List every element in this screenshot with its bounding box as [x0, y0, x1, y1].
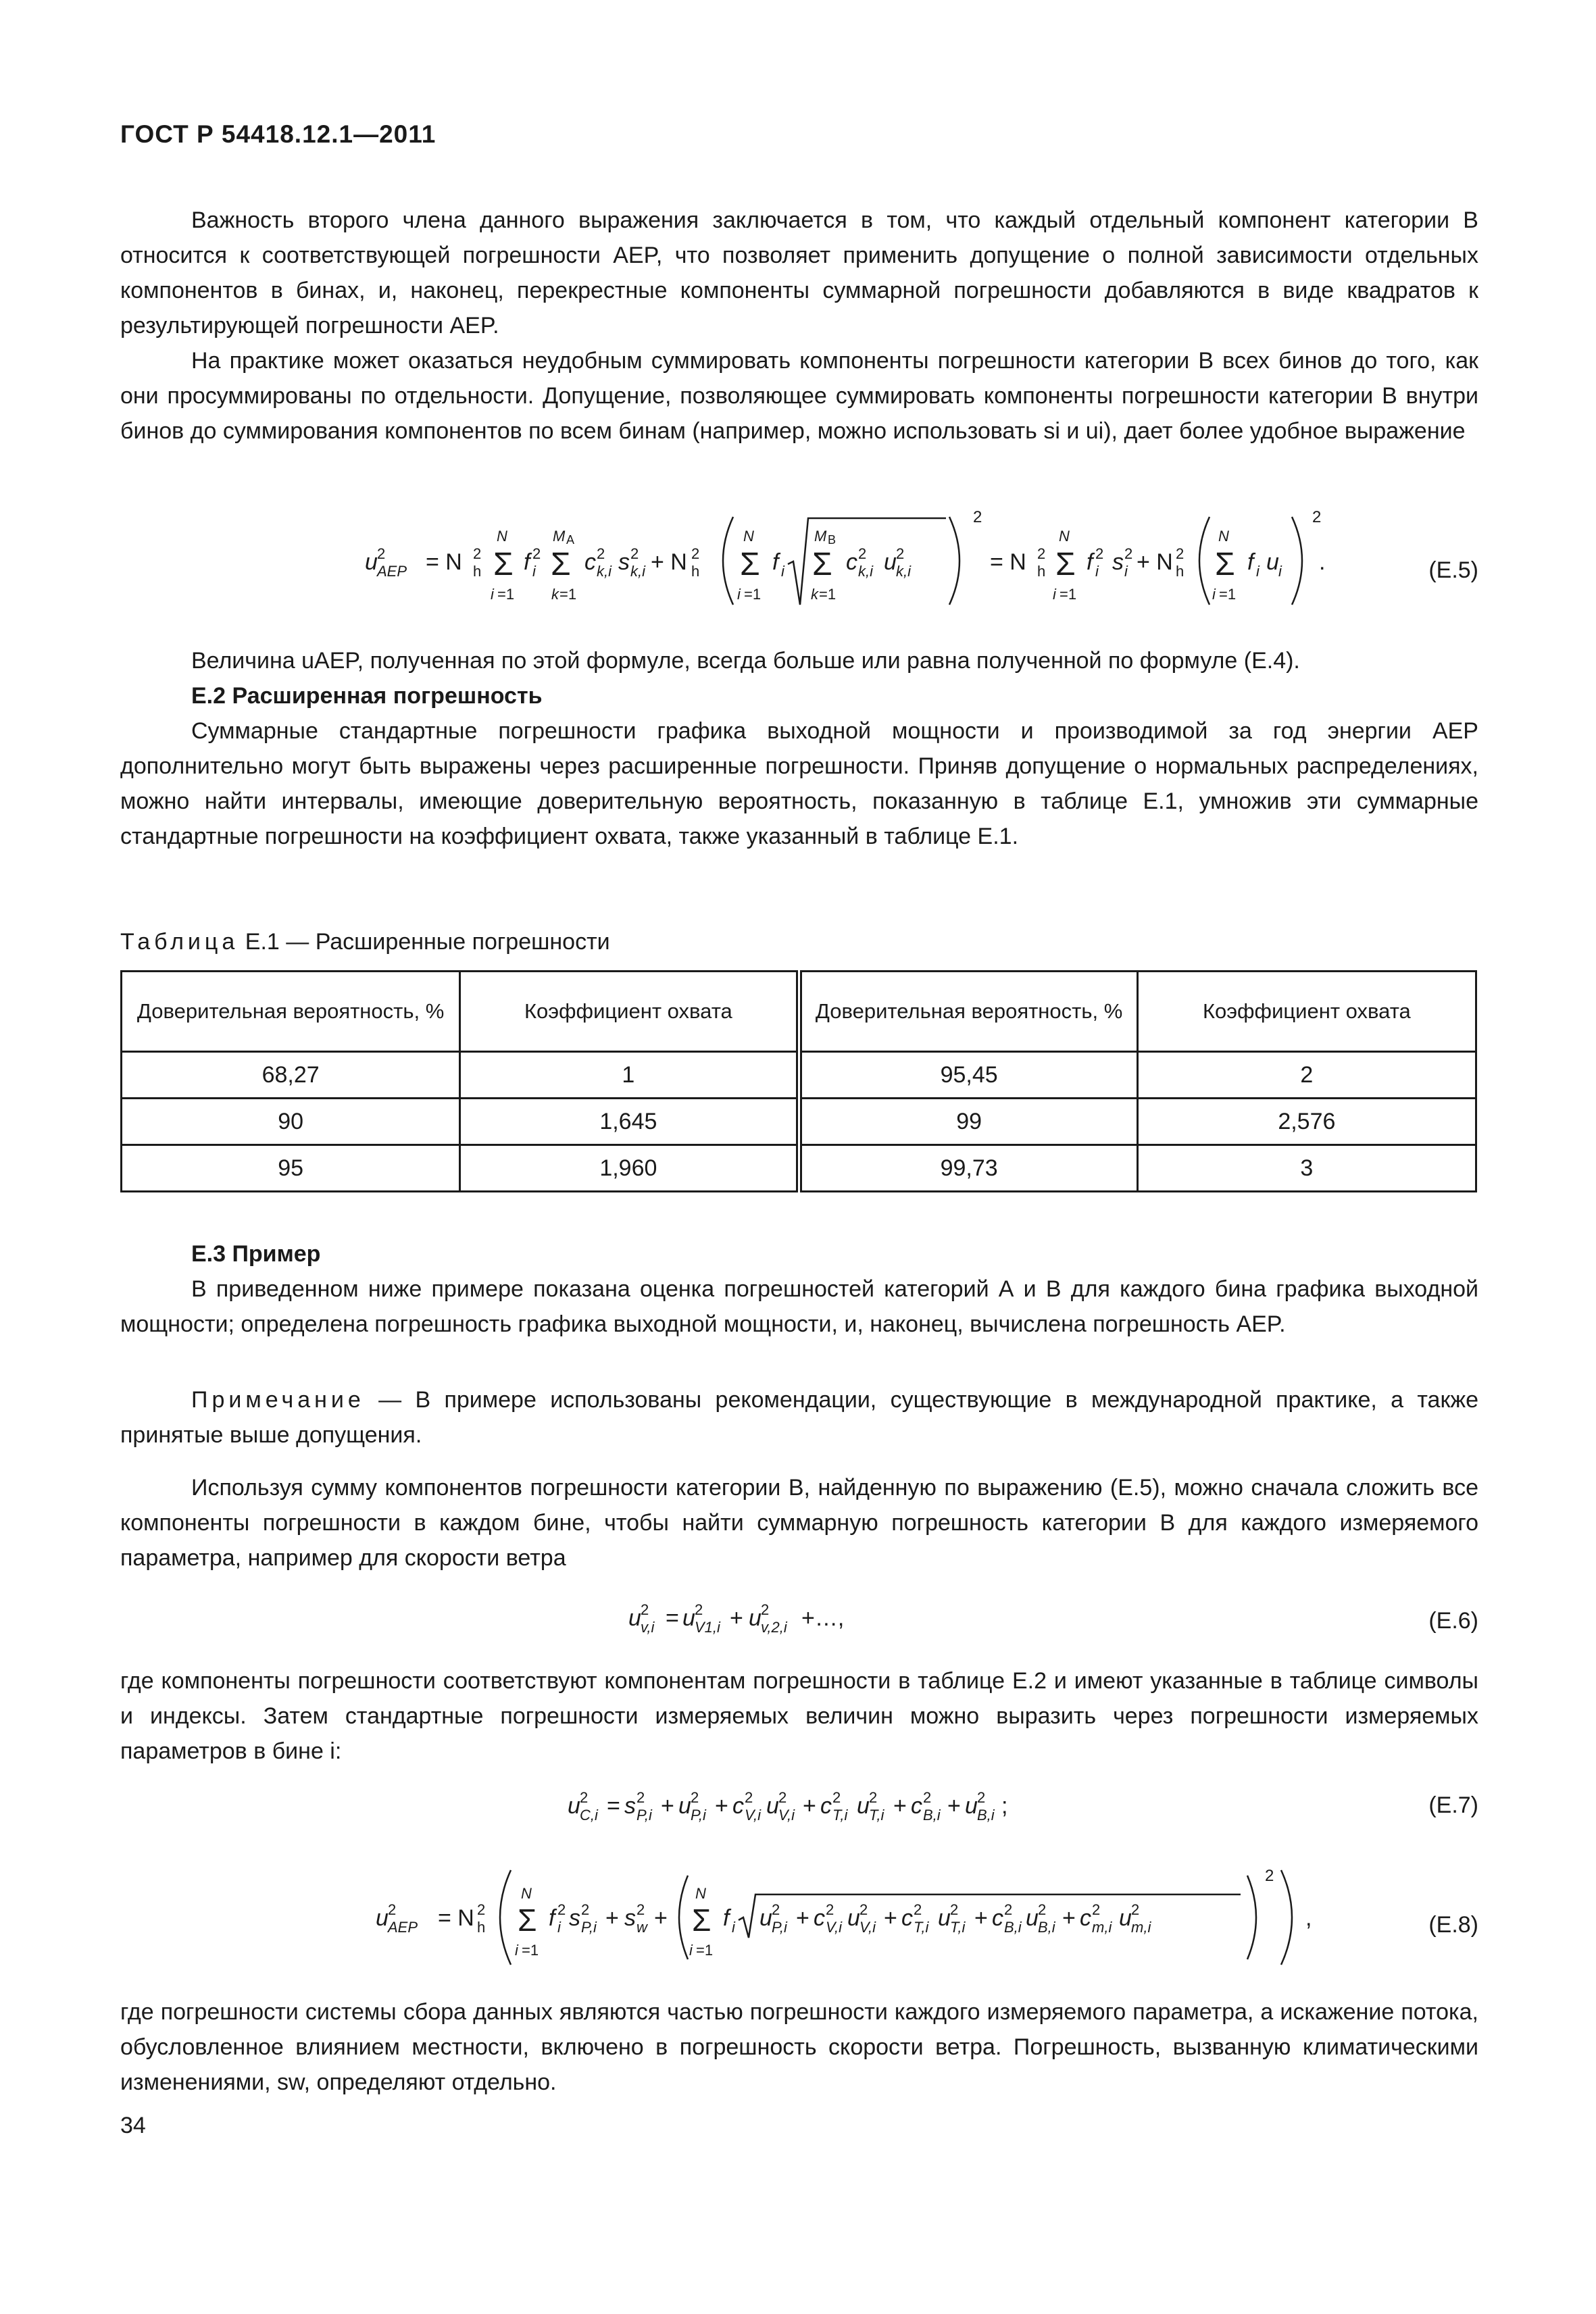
svg-text:+ N: + N: [651, 549, 687, 575]
svg-text:+ N: + N: [1137, 549, 1173, 575]
svg-text:k: k: [811, 586, 818, 603]
svg-text:=1: =1: [744, 586, 762, 603]
svg-text:2: 2: [637, 1901, 645, 1918]
paragraph-6: Используя сумму компонентов погрешности категории В, найденную по выражению (E.5), можно сначала сложить все компоненты погрешности в каждом бине, чтобы найти суммарную погрешность категории В для каждого измеряемого параметра, например для скорости ветра: [120, 1475, 1478, 1571]
svg-text:f: f: [524, 549, 530, 575]
svg-text:+: +: [884, 1905, 897, 1931]
svg-text:Σ: Σ: [1055, 547, 1076, 582]
svg-text:2: 2: [695, 1601, 703, 1618]
svg-text:2: 2: [914, 1901, 922, 1918]
svg-text:s: s: [569, 1905, 580, 1931]
svg-text:Σ: Σ: [1215, 547, 1235, 582]
svg-text:c: c: [820, 1793, 832, 1819]
svg-text:c: c: [901, 1905, 913, 1931]
svg-text:P,i: P,i: [691, 1807, 706, 1823]
svg-text:T,i: T,i: [869, 1807, 884, 1823]
svg-text:2: 2: [691, 545, 700, 562]
svg-text:u: u: [678, 1793, 691, 1819]
svg-text:u: u: [938, 1905, 951, 1931]
svg-text:u: u: [884, 549, 897, 575]
svg-text:V,i: V,i: [826, 1919, 843, 1936]
table-cell: 3: [1137, 1145, 1476, 1192]
paragraph-1: Важность второго члена данного выражения заключается в том, что каждый отдельный компонент категории В относится к соответствующей погрешности AEP, что позволяет применить допущение о полной зависимости отдельных компонентов в бинах, и, наконец, перекрестные компоненты суммарной погрешности добавляются в виде квадратов к результирующей погрешности AEP.: [120, 207, 1478, 338]
svg-text:+: +: [654, 1905, 668, 1931]
svg-text:=1: =1: [819, 586, 837, 603]
svg-text:i: i: [1095, 563, 1099, 580]
svg-text:u: u: [759, 1905, 772, 1931]
section-e3-title: E.3 Пример: [191, 1241, 321, 1267]
svg-text:.: .: [1319, 549, 1326, 575]
svg-text:+: +: [947, 1793, 961, 1819]
svg-text:B,i: B,i: [977, 1807, 995, 1823]
equation-e5: [365, 503, 1324, 624]
svg-text:2: 2: [772, 1901, 780, 1918]
svg-text:2: 2: [923, 1789, 932, 1806]
svg-text:+: +: [796, 1905, 809, 1931]
svg-text:2: 2: [1131, 1901, 1140, 1918]
svg-text:P,i: P,i: [772, 1919, 787, 1936]
paragraph-5: В приведенном ниже примере показана оценка погрешностей категорий А и В для каждого бина графика выходной мощности; определена погрешность графика выходной мощности, и, наконец, вычислена погрешность AEP.: [120, 1276, 1478, 1337]
svg-text:P,i: P,i: [637, 1807, 652, 1823]
svg-text:2: 2: [691, 1789, 699, 1806]
svg-text:+: +: [715, 1793, 728, 1819]
svg-text:V1,i: V1,i: [695, 1619, 720, 1636]
svg-text:=1: =1: [1059, 586, 1077, 603]
svg-text:Σ: Σ: [740, 547, 760, 582]
equation-e7-number: (E.7): [1428, 1792, 1478, 1818]
svg-text:s: s: [624, 1793, 636, 1819]
expanded-uncertainty-table: [120, 970, 1477, 1192]
header-confidence-2: Доверительная вероятность, %: [799, 972, 1137, 1052]
svg-text:N: N: [521, 1885, 532, 1902]
header-confidence-1: Доверительная вероятность, %: [122, 972, 460, 1052]
svg-text:2: 2: [477, 1901, 486, 1918]
svg-text:c: c: [992, 1905, 1003, 1931]
svg-text:+: +: [803, 1793, 816, 1819]
svg-text:m,i: m,i: [1131, 1919, 1151, 1936]
svg-text:k,i: k,i: [597, 563, 612, 580]
svg-text:h: h: [691, 563, 700, 580]
svg-text:= N: = N: [438, 1905, 474, 1931]
svg-text:f: f: [1087, 549, 1093, 575]
svg-text:f: f: [723, 1905, 730, 1931]
svg-text:2: 2: [1176, 545, 1184, 562]
equation-e5-number: (E.5): [1428, 557, 1478, 583]
header-coverage-1: Коэффициент охвата: [460, 972, 799, 1052]
paragraph-2: На практике может оказаться неудобным суммировать компоненты погрешности категории В всех бинов до того, как они просуммированы по отдельности. Допущение, позволяющее суммировать компоненты погрешности категории В внутри бинов до суммирования компонентов по всем бинам (например, можно использовать si и ui), дает более удобное выражение: [120, 348, 1478, 444]
svg-text:2: 2: [597, 545, 605, 562]
svg-text:Σ: Σ: [812, 547, 832, 582]
table-row: [122, 1145, 1476, 1192]
svg-text:+: +: [730, 1605, 743, 1631]
svg-text:u: u: [766, 1793, 779, 1819]
svg-text:T,i: T,i: [914, 1919, 929, 1936]
note-text: — В примере использованы рекомендации, существующие в международной практике, а также принятые выше допущения.: [120, 1387, 1478, 1448]
svg-text:V,i: V,i: [745, 1807, 762, 1823]
svg-text:+: +: [605, 1905, 619, 1931]
svg-text:u: u: [847, 1905, 860, 1931]
svg-text:c: c: [732, 1793, 744, 1819]
svg-text:2: 2: [388, 1901, 397, 1918]
svg-text:N: N: [1059, 528, 1070, 545]
svg-text:h: h: [477, 1919, 486, 1936]
svg-text:2: 2: [778, 1789, 787, 1806]
table-cell: 1: [460, 1052, 799, 1099]
svg-text:2: 2: [1312, 508, 1322, 526]
svg-text:2: 2: [973, 508, 982, 526]
paragraph-4: Суммарные стандартные погрешности графика выходной мощности и производимой за год энергии AEP дополнительно могут быть выражены через расширенные погрешности. Приняв допущение о нормальных распределениях, можно найти интервалы, имеющие доверительную вероятность, показанную в таблице E.1, умножив эти суммарные стандартные погрешности на коэффициент охвата, также указанный в таблице E.1.: [120, 718, 1478, 849]
table-cell: 68,27: [122, 1052, 460, 1099]
svg-text:B: B: [828, 533, 837, 547]
svg-text:u: u: [749, 1605, 762, 1631]
svg-text:=1: =1: [1219, 586, 1237, 603]
page-number: 34: [120, 2113, 146, 2138]
svg-text:v,2,i: v,2,i: [761, 1619, 787, 1636]
equation-e8: [376, 1863, 1335, 1978]
svg-text:Σ: Σ: [692, 1903, 712, 1938]
svg-text:i: i: [737, 586, 741, 603]
svg-text:2: 2: [869, 1789, 878, 1806]
svg-text:u: u: [376, 1905, 389, 1931]
svg-text:Σ: Σ: [551, 547, 571, 582]
svg-text:u: u: [857, 1793, 870, 1819]
svg-text:+…,: +…,: [801, 1605, 845, 1631]
svg-text:u: u: [1119, 1905, 1132, 1931]
svg-text:V,i: V,i: [859, 1919, 876, 1936]
svg-text:2: 2: [641, 1601, 649, 1618]
svg-text:=1: =1: [559, 586, 577, 603]
svg-text:i: i: [491, 586, 494, 603]
svg-text:=1: =1: [696, 1942, 714, 1959]
table-row: [122, 1099, 1476, 1145]
svg-text:u: u: [1266, 549, 1279, 575]
svg-text:v,i: v,i: [641, 1619, 655, 1636]
svg-text:=: =: [607, 1793, 620, 1819]
svg-text:2: 2: [630, 545, 639, 562]
svg-text:s: s: [618, 549, 630, 575]
svg-text:k,i: k,i: [896, 563, 911, 580]
table-caption-text: E.1 — Расширенные погрешности: [245, 929, 610, 955]
svg-text:f: f: [549, 1905, 555, 1931]
table-header-row: [122, 972, 1476, 1052]
svg-text:Σ: Σ: [493, 547, 514, 582]
svg-text:c: c: [911, 1793, 922, 1819]
note-label: Примечание: [191, 1387, 365, 1413]
note: [120, 1382, 1478, 1453]
svg-text:m,i: m,i: [1092, 1919, 1112, 1936]
svg-text:c: c: [846, 549, 857, 575]
equation-e6: [628, 1596, 912, 1649]
svg-text:2: 2: [859, 1901, 868, 1918]
table-caption-label: Таблица: [120, 929, 239, 955]
svg-text:N: N: [695, 1885, 706, 1902]
svg-text:u: u: [682, 1605, 695, 1631]
svg-text:AEP: AEP: [388, 1919, 418, 1936]
table-cell: 1,645: [460, 1099, 799, 1145]
svg-text:2: 2: [1038, 1901, 1047, 1918]
svg-text:2: 2: [557, 1901, 566, 1918]
svg-text:2: 2: [896, 545, 905, 562]
svg-text:AEP: AEP: [377, 563, 407, 580]
svg-text:k: k: [551, 586, 559, 603]
table-cell: 95: [122, 1145, 460, 1192]
svg-text:=1: =1: [522, 1942, 539, 1959]
svg-text:2: 2: [745, 1789, 753, 1806]
svg-text:2: 2: [977, 1789, 986, 1806]
svg-text:w: w: [637, 1919, 647, 1936]
svg-text:2: 2: [1095, 545, 1104, 562]
svg-text:T,i: T,i: [950, 1919, 966, 1936]
svg-text:u: u: [965, 1793, 978, 1819]
svg-text:2: 2: [1265, 1867, 1274, 1885]
table-cell: 95,45: [799, 1052, 1137, 1099]
svg-text:N: N: [497, 528, 507, 545]
svg-text:A: A: [566, 533, 575, 547]
svg-text:s: s: [624, 1905, 636, 1931]
table-cell: 90: [122, 1099, 460, 1145]
svg-text:s: s: [1112, 549, 1124, 575]
svg-text:2: 2: [1004, 1901, 1013, 1918]
svg-text:i: i: [1053, 586, 1056, 603]
svg-text:+: +: [1062, 1905, 1076, 1931]
svg-text:2: 2: [637, 1789, 645, 1806]
svg-text:= N: = N: [990, 549, 1026, 575]
svg-text:i: i: [781, 563, 784, 580]
svg-text:u: u: [1026, 1905, 1039, 1931]
equation-e8-number: (E.8): [1428, 1912, 1478, 1938]
svg-text:i: i: [515, 1942, 518, 1959]
svg-text:f: f: [1247, 549, 1254, 575]
paragraph-8: где погрешности системы сбора данных являются частью погрешности каждого измеряемого параметра, а искажение потока, обусловленное влиянием местности, включено в погрешность скорости ветра. Погрешность, вызванную климатическими изменениями, sw, определяют отдельно.: [120, 1999, 1478, 2095]
svg-text:i: i: [1212, 586, 1216, 603]
svg-text:c: c: [814, 1905, 825, 1931]
equation-e7: [568, 1784, 1122, 1837]
svg-text:2: 2: [950, 1901, 959, 1918]
svg-text:+: +: [974, 1905, 988, 1931]
svg-text:f: f: [772, 549, 779, 575]
table-cell: 99: [799, 1099, 1137, 1145]
svg-text:2: 2: [580, 1789, 589, 1806]
svg-text:h: h: [473, 563, 482, 580]
svg-text:i: i: [689, 1942, 693, 1959]
svg-text:Σ: Σ: [518, 1903, 537, 1938]
table-cell: 2,576: [1137, 1099, 1476, 1145]
svg-text:i: i: [557, 1919, 561, 1936]
svg-text:;: ;: [1001, 1793, 1008, 1819]
svg-text:2: 2: [581, 1901, 590, 1918]
svg-text:= N: = N: [426, 549, 462, 575]
svg-text:=: =: [666, 1605, 679, 1631]
paragraph-3: Величина uAEP, полученная по этой формуле, всегда больше или равна полученной по формуле (E.4).: [191, 648, 1300, 674]
table-cell: 2: [1137, 1052, 1476, 1099]
svg-text:i: i: [1256, 563, 1260, 580]
svg-text:c: c: [1080, 1905, 1091, 1931]
svg-text:B,i: B,i: [1004, 1919, 1022, 1936]
svg-text:P,i: P,i: [581, 1919, 597, 1936]
svg-text:T,i: T,i: [832, 1807, 848, 1823]
table-cell: 99,73: [799, 1145, 1137, 1192]
svg-text:i: i: [1124, 563, 1128, 580]
svg-text:N: N: [743, 528, 754, 545]
svg-text:2: 2: [377, 545, 386, 562]
table-row: [122, 1052, 1476, 1099]
svg-text:h: h: [1176, 563, 1184, 580]
svg-text:+: +: [893, 1793, 907, 1819]
svg-text:h: h: [1037, 563, 1046, 580]
svg-text:2: 2: [532, 545, 541, 562]
svg-text:k,i: k,i: [858, 563, 873, 580]
header-coverage-2: Коэффициент охвата: [1137, 972, 1476, 1052]
svg-text:u: u: [365, 549, 378, 575]
svg-text:u: u: [628, 1605, 641, 1631]
svg-text:M: M: [553, 528, 566, 545]
svg-text:=1: =1: [497, 586, 515, 603]
svg-text:2: 2: [1124, 545, 1133, 562]
table-caption: [120, 924, 1478, 959]
svg-text:B,i: B,i: [923, 1807, 941, 1823]
svg-text:2: 2: [761, 1601, 770, 1618]
svg-text:N: N: [1218, 528, 1229, 545]
svg-text:B,i: B,i: [1038, 1919, 1055, 1936]
svg-text:+: +: [661, 1793, 674, 1819]
table-cell: 1,960: [460, 1145, 799, 1192]
svg-text:V,i: V,i: [778, 1807, 795, 1823]
svg-text:i: i: [732, 1919, 735, 1936]
svg-text:2: 2: [473, 545, 482, 562]
svg-text:2: 2: [1037, 545, 1046, 562]
document-header: ГОСТ Р 54418.12.1—2011: [120, 120, 437, 148]
svg-text:C,i: C,i: [580, 1807, 598, 1823]
svg-text:2: 2: [858, 545, 867, 562]
svg-text:c: c: [584, 549, 596, 575]
svg-text:i: i: [532, 563, 536, 580]
svg-text:i: i: [1278, 563, 1282, 580]
svg-text:2: 2: [1092, 1901, 1101, 1918]
svg-text:2: 2: [826, 1901, 834, 1918]
svg-text:u: u: [568, 1793, 580, 1819]
equation-e6-number: (E.6): [1428, 1608, 1478, 1634]
svg-text:2: 2: [832, 1789, 841, 1806]
section-e2-title: E.2 Расширенная погрешность: [191, 683, 543, 709]
paragraph-7: где компоненты погрешности соответствуют компонентам погрешности в таблице E.2 и имеют указанные в таблице символы и индексы. Затем стандартные погрешности измеряемых величин можно выразить через погрешности измеряемых параметров в бине i:: [120, 1668, 1478, 1764]
svg-text:M: M: [814, 528, 827, 545]
svg-text:,: ,: [1305, 1905, 1312, 1931]
svg-text:k,i: k,i: [630, 563, 645, 580]
